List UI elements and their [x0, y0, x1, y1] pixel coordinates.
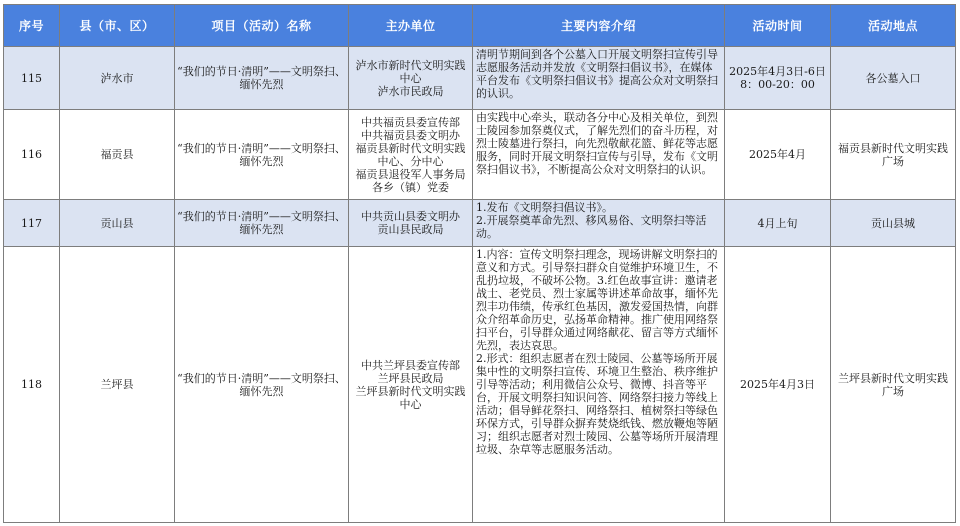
row-content: 1.内容：宣传文明祭扫理念，现场讲解文明祭扫的意义和方式。引导祭扫群众自觉维护环境卫生，不乱扔垃圾，不破坏公物。3.红色故事宣讲：邀请老战士、老党员、烈士家属等讲述革命故事，缅怀先烈丰功伟绩，传承红色基因，激发爱国热情，向群众介绍革命历史，弘扬革命精神。推广使用网络祭扫平台，引导群众通过网络献花、留言等方式缅怀先烈，表达哀思。 2.形式：组织志愿者在烈士陵园、公墓等场所开展集中性的文明祭扫宣传、环境卫生整治、秩序维护引导等活动；利用微信公众号、微博、抖音等平台，开展文明祭扫知识问答、网络祭扫接力等线上活动；倡导鲜花祭扫、网络祭扫、植树祭扫等绿色环保方式，引导群众摒弃焚烧纸钱、燃放鞭炮等陋习；组织志愿者对烈士陵园、公墓等场所开展清理垃圾、杂草等志愿服务活动。: [473, 247, 725, 523]
row-county: 贡山县: [60, 200, 175, 247]
table-row: [4, 47, 956, 110]
header-time: 活动时间: [725, 5, 831, 47]
header-organizer: 主办单位: [349, 5, 473, 47]
row-no: 117: [4, 200, 60, 247]
row-project: “我们的节日·清明”——文明祭扫、缅怀先烈: [175, 247, 349, 523]
row-place: 各公墓入口: [831, 47, 956, 110]
header-county: 县（市、区）: [60, 5, 175, 47]
row-no: 118: [4, 247, 60, 523]
table-header: [4, 5, 956, 47]
table-row: [4, 110, 956, 200]
row-project: “我们的节日·清明”——文明祭扫、缅怀先烈: [175, 200, 349, 247]
header-place: 活动地点: [831, 5, 956, 47]
row-no: 116: [4, 110, 60, 200]
row-project: “我们的节日·清明”——文明祭扫、缅怀先烈: [175, 110, 349, 200]
row-county: 兰坪县: [60, 247, 175, 523]
row-place: 兰坪县新时代文明实践广场: [831, 247, 956, 523]
table-row: [4, 247, 956, 523]
row-organizer: 中共贡山县委文明办 贡山县民政局: [349, 200, 473, 247]
row-time: 4月上旬: [725, 200, 831, 247]
row-organizer: 泸水市新时代文明实践中心 泸水市民政局: [349, 47, 473, 110]
row-organizer: 中共兰坪县委宣传部 兰坪县民政局 兰坪县新时代文明实践中心: [349, 247, 473, 523]
row-time: 2025年4月: [725, 110, 831, 200]
header-no: 序号: [4, 5, 60, 47]
row-place: 福贡县新时代文明实践广场: [831, 110, 956, 200]
row-content: 1.发布《文明祭扫倡议书》。 2.开展祭奠革命先烈、移风易俗、文明祭扫等活动。: [473, 200, 725, 247]
row-time: 2025年4月3日-6日 8：00-20：00: [725, 47, 831, 110]
activity-table: [3, 4, 956, 523]
row-place: 贡山县城: [831, 200, 956, 247]
header-content: 主要内容介绍: [473, 5, 725, 47]
table-row: [4, 200, 956, 247]
row-project: “我们的节日·清明”——文明祭扫、缅怀先烈: [175, 47, 349, 110]
row-county: 福贡县: [60, 110, 175, 200]
header-project: 项目（活动）名称: [175, 5, 349, 47]
row-content: 清明节期间到各个公墓入口开展文明祭扫宣传引导志愿服务活动并发放《文明祭扫倡议书》，在媒体平台发布《文明祭扫倡议书》提高公众对文明祭扫的认识。: [473, 47, 725, 110]
row-no: 115: [4, 47, 60, 110]
row-time: 2025年4月3日: [725, 247, 831, 523]
row-county: 泸水市: [60, 47, 175, 110]
row-organizer: 中共福贡县委宣传部 中共福贡县委文明办 福贡县新时代文明实践中心、分中心 福贡县退役军人事务局 各乡（镇）党委: [349, 110, 473, 200]
row-content: 由实践中心牵头，联动各分中心及相关单位，到烈士陵园参加祭奠仪式，了解先烈们的奋斗历程，对烈士陵墓进行祭扫，向先烈敬献花篮、鲜花等志愿服务，同时开展文明祭扫宣传与引导，发布《文明祭扫倡议书》，不断提高公众对文明祭扫的认识。: [473, 110, 725, 200]
